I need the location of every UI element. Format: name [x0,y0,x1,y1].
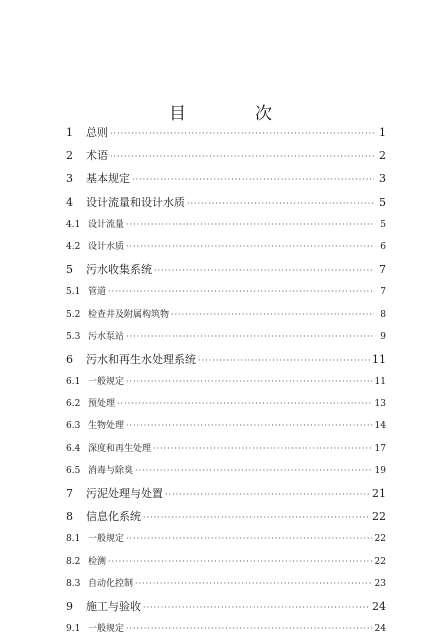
toc-section-entry[interactable] [66,239,386,261]
entry-title: 一般规定 [88,377,125,388]
entry-title: 消毒与除臭 [88,465,134,476]
toc-chapter-entry[interactable] [66,351,386,374]
entry-number: 6.4 [66,443,81,454]
entry-page-number: 22 [372,510,386,524]
entry-page-number: 7 [379,263,386,277]
entry-title: 施工与验收 [86,599,141,613]
entry-number: 6.1 [66,377,81,388]
toc-section-entry[interactable] [66,374,386,396]
entry-title: 生物处理 [88,421,125,432]
entry-title: 一般规定 [88,534,125,545]
toc-section-entry[interactable] [66,531,386,553]
page-title: 目 次 [169,104,298,125]
toc-section-entry[interactable] [66,418,386,440]
entry-title: 设计流量和设计水质 [86,195,185,209]
toc-section-entry[interactable] [66,463,386,485]
toc-section-entry[interactable] [66,307,386,329]
entry-number: 8.1 [66,534,81,545]
entry-number: 5.2 [66,309,81,320]
toc-chapter-entry[interactable] [66,124,386,147]
entry-page-number: 3 [379,172,386,186]
dot-leader [132,175,374,184]
toc-section-entry[interactable] [66,284,386,306]
entry-page-number: 1 [379,126,386,139]
entry-page-number: 23 [374,578,386,589]
entry-title: 基本规定 [86,172,130,186]
dot-leader [126,332,374,341]
entry-page-number: 8 [380,309,386,320]
dot-leader [110,129,374,138]
toc-chapter-entry[interactable] [66,485,386,508]
entry-title: 管道 [88,287,107,298]
entry-page-number: 11 [374,377,386,388]
entry-title: 污泥处理与处置 [86,487,163,500]
dot-leader [126,242,374,251]
dot-leader [117,399,373,408]
toc-section-entry[interactable] [66,396,386,418]
entry-number: 7 [66,487,73,500]
entry-title: 自动化控制 [88,578,134,589]
entry-number: 5.1 [66,287,81,298]
entry-page-number: 19 [374,465,386,476]
entry-number: 5 [66,263,73,277]
dot-leader [143,513,370,522]
entry-title: 预处理 [88,399,116,410]
entry-number: 2 [66,149,73,163]
entry-title: 污水泵站 [88,331,125,342]
dot-leader [126,220,374,229]
entry-number: 1 [66,126,73,139]
entry-number: 8.2 [66,556,81,567]
entry-number: 9.1 [66,624,81,635]
entry-title: 信息化系统 [86,510,141,524]
entry-title: 检查井及附属构筑物 [88,309,170,320]
entry-page-number: 5 [380,219,386,230]
entry-page-number: 13 [374,399,386,410]
toc-section-entry[interactable] [66,329,386,351]
entry-page-number: 21 [372,487,386,500]
entry-title: 深度和再生处理 [88,443,152,454]
entry-number: 4.2 [66,241,81,252]
entry-page-number: 17 [374,443,386,454]
entry-title: 一般规定 [88,624,125,635]
entry-number: 9 [66,599,73,613]
dot-leader [135,466,373,475]
toc-section-entry[interactable] [66,554,386,576]
dot-leader [110,152,374,161]
entry-number: 5.3 [66,331,81,342]
entry-page-number: 7 [380,287,386,298]
entry-title: 检测 [88,556,107,567]
dot-leader [126,534,373,543]
entry-number: 6.2 [66,399,81,410]
entry-page-number: 11 [372,352,386,366]
entry-number: 4 [66,195,73,209]
dot-leader [126,377,373,386]
dot-leader [187,199,374,208]
toc-chapter-entry[interactable] [66,194,386,217]
entry-number: 3 [66,172,73,186]
toc-chapter-entry[interactable] [66,170,386,193]
dot-leader [135,579,373,588]
entry-title: 污水和再生水处理系统 [86,352,196,366]
toc-section-entry[interactable] [66,441,386,463]
entry-number: 8.3 [66,578,81,589]
entry-page-number: 22 [374,556,386,567]
toc-chapter-entry[interactable] [66,261,386,284]
dot-leader [108,287,374,296]
entry-title: 设计水质 [88,241,125,252]
toc-chapter-entry[interactable] [66,598,386,621]
dot-leader [153,444,373,453]
dot-leader [198,356,370,365]
entry-page-number: 24 [374,624,386,635]
entry-page-number: 6 [380,241,386,252]
entry-title: 污水收集系统 [86,263,152,277]
entry-page-number: 24 [372,599,386,613]
dot-leader [171,310,374,319]
toc-chapter-entry[interactable] [66,508,386,531]
entry-page-number: 9 [380,331,386,342]
entry-number: 6.3 [66,421,81,432]
entry-page-number: 2 [379,149,386,163]
table-of-contents [66,124,386,643]
entry-page-number: 14 [374,421,386,432]
dot-leader [165,490,370,499]
toc-section-entry[interactable] [66,217,386,239]
entry-number: 4.1 [66,219,81,230]
entry-number: 6.5 [66,465,81,476]
toc-section-entry[interactable] [66,576,386,598]
entry-number: 8 [66,510,73,524]
entry-title: 术语 [86,149,108,163]
entry-title: 总则 [86,126,108,139]
entry-number: 6 [66,352,73,366]
entry-title: 设计流量 [88,219,125,230]
dot-leader [108,557,373,566]
entry-page-number: 5 [379,195,386,209]
dot-leader [143,603,370,612]
toc-chapter-entry[interactable] [66,147,386,170]
dot-leader [126,421,373,430]
dot-leader [154,266,374,275]
dot-leader [126,624,373,633]
entry-page-number: 22 [374,534,386,545]
